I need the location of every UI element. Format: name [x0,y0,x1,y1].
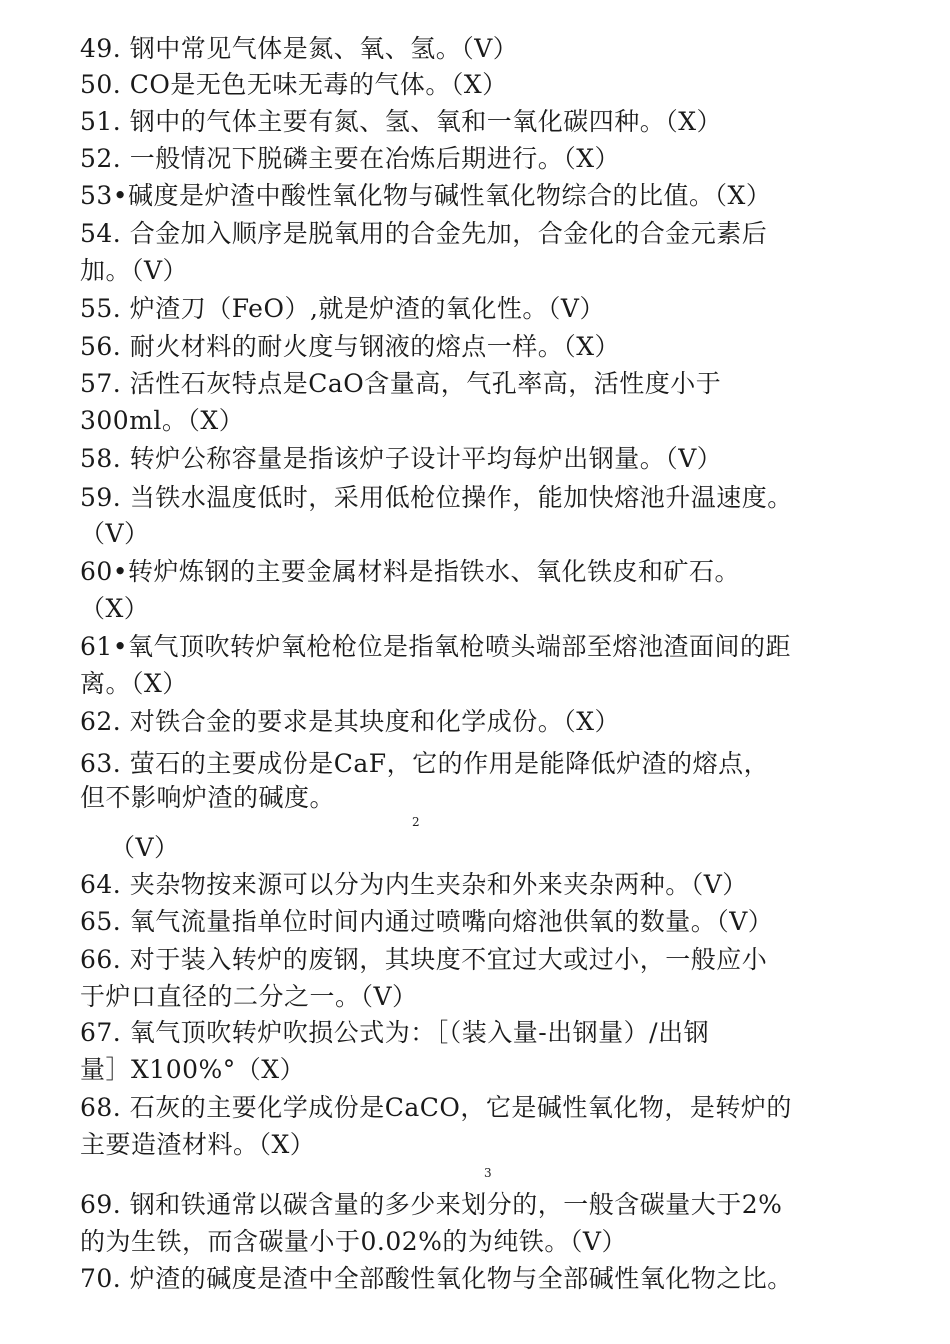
text-line-68b: 主要造渣材料。（X） [80,1130,316,1159]
text-line-66a: 66. 对于装入转炉的废钢，其块度不宜过大或过小，一般应小 [80,945,768,974]
text-line-63b: 但不影响炉渣的碱度。 [80,783,336,812]
subscript-note-2: 2 [412,815,420,829]
text-line-67a: 67. 氧气顶吹转炉吹损公式为：［（装入量-出钢量）/出钢 [80,1018,710,1047]
text-line-57b: 300ml。（X） [80,406,245,435]
text-line-66b: 于炉口直径的二分之一。（V） [80,982,418,1011]
text-line-61b: 离。（X） [80,669,188,698]
text-line-58: 58. 转炉公称容量是指该炉子设计平均每炉出钢量。（V） [80,444,723,473]
text-line-65: 65. 氧气流量指单位时间内通过喷嘴向熔池供氧的数量。（V） [80,907,774,936]
text-line-57a: 57. 活性石灰特点是CaO含量高，气孔率高，活性度小于 [80,369,722,398]
text-line-54a: 54. 合金加入顺序是脱氧用的合金先加，合金化的合金元素后 [80,219,768,248]
text-line-63c: （V） [110,833,180,862]
text-line-59a: 59. 当铁水温度低时，采用低枪位操作，能加快熔池升温速度。 [80,483,793,512]
text-line-56: 56. 耐火材料的耐火度与钢液的熔点一样。（X） [80,332,621,361]
text-line-60a: 60•转炉炼钢的主要金属材料是指铁水、氧化铁皮和矿石。 [80,557,741,586]
text-line-70: 70. 炉渣的碱度是渣中全部酸性氧化物与全部碱性氧化物之比。 [80,1264,793,1293]
text-line-64: 64. 夹杂物按来源可以分为内生夹杂和外来夹杂两种。（V） [80,870,748,899]
text-line-67b: 量］X100%°（X） [80,1055,306,1084]
text-line-49: 49. 钢中常见气体是氮、氧、氢。（V） [80,34,519,63]
text-line-53: 53•碱度是炉渣中酸性氧化物与碱性氧化物综合的比值。（X） [80,181,772,210]
text-line-59b: （V） [80,519,150,548]
text-line-60b: （X） [80,594,150,623]
text-line-54b: 加。（V） [80,256,189,285]
text-line-51: 51. 钢中的气体主要有氮、氢、氧和一氧化碳四种。（X） [80,107,723,136]
text-line-55: 55. 炉渣刀（FeO）,就是炉渣的氧化性。（V） [80,294,605,323]
text-line-63a: 63. 萤石的主要成份是CaF，它的作用是能降低炉渣的熔点， [80,749,770,778]
text-line-69b: 的为生铁，而含碳量小于0.02%的为纯铁。（V） [80,1227,627,1256]
text-line-61a: 61•氧气顶吹转炉氧枪枪位是指氧枪喷头端部至熔池渣面间的距 [80,632,792,661]
text-line-50: 50. CO是无色无味无毒的气体。（X） [80,70,508,99]
subscript-note-3: 3 [484,1166,492,1180]
text-line-68a: 68. 石灰的主要化学成份是CaCO，它是碱性氧化物，是转炉的 [80,1093,792,1122]
text-line-52: 52. 一般情况下脱磷主要在冶炼后期进行。（X） [80,144,621,173]
text-line-62: 62. 对铁合金的要求是其块度和化学成份。（X） [80,707,621,736]
text-line-69a: 69. 钢和铁通常以碳含量的多少来划分的，一般含碳量大于2% [80,1190,783,1219]
